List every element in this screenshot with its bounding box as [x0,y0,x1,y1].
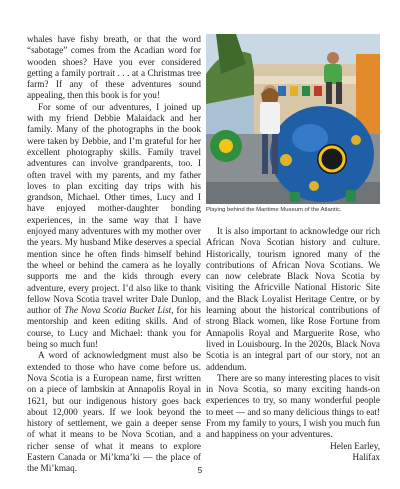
page-number: 5 [197,466,203,475]
closing-paragraph: There are so many interesting places to visit in Nova Scotia, so many exciting hands-on experiences to try, so many wonderful people to meet — and so many delicious things to eat! From my family to yours, I wish you much fun and happiness on your adventures. [206,372,380,440]
right-column [206,226,380,463]
book-title: The Nova Scotia Bucket List [64,305,172,316]
author-place: Halifax [352,451,380,462]
adventures-text-end: , for his mentorship and keen editing skills. And of course, to Lucy and Michael: thank you for being so much fun! [27,305,202,350]
left-column [27,34,201,475]
photo-illustration [206,34,380,204]
author-name: Helen Earley, [330,440,380,451]
photo-maritime-museum [206,34,380,204]
adventures-text: For some of our adventures, I joined up with my friend Debbie Malaidack and her family. Many of the photographs in the book were taken by Debbie, and I’m grateful for her excellent photography skills. Family travel adventures can involve grandparents, too. I often travel with my parents, and my father loves to plan exciting day trips with his grandson, Michael. Other times, Lucy and I have enjoyed mother-daughter bonding experiences, in the same way that I have enjoyed many adventures with my mother over the years. My husband Mike deserves a special mention since he often finds himself behind the wheel or behind the camera as he loyally supports me and the kids through every adventure, every project. I’d also like to thank fellow Nova Scotia travel writer Dale Dunlop, author of [27,101,201,316]
acknowledgment-paragraph: A word of acknowledgment must also be extended to those who have come before us. Nova Scotia is a European name, first written on a piece of lambskin at Annapolis Royal in 1621, but our indigenous history goes back about 12,000 years. If we look beyond the history of settlement, we gain a deeper sense of what it means to be Nova Scotian, and a richer sense of what it means to explore Eastern Canada or Mi’kma’ki — the place of the Mi’kmaq. [27,350,201,474]
photo-caption: Playing behind the Maritime Museum of the Atlantic. [206,207,342,213]
adventures-paragraph [27,102,201,351]
african-nova-scotian-paragraph: It is also important to acknowledge our rich African Nova Scotian history and culture. Historically, tourism ignored many of the contributions of African Nova Scotians. We can now celebrate Black Nova Scotia by visiting the Africville National Historic Site and the Black Loyalist Heritage Centre, or by learning about the historical contributions of strong Black women, like Rose Fortune from Annapolis Royal and Marguerite Rose, who lived in Louisbourg. In the 2020s, Black Nova Scotia is an integral part of our story, not an addendum. [206,226,380,372]
intro-paragraph: whales have fishy breath, or that the word “sabotage” comes from the Acadian word for wooden shoes? Have you ever considered getting a family portrait . . . at a Christmas tree farm? If any of these adventures sound appealing, then this book is for you! [27,34,201,101]
